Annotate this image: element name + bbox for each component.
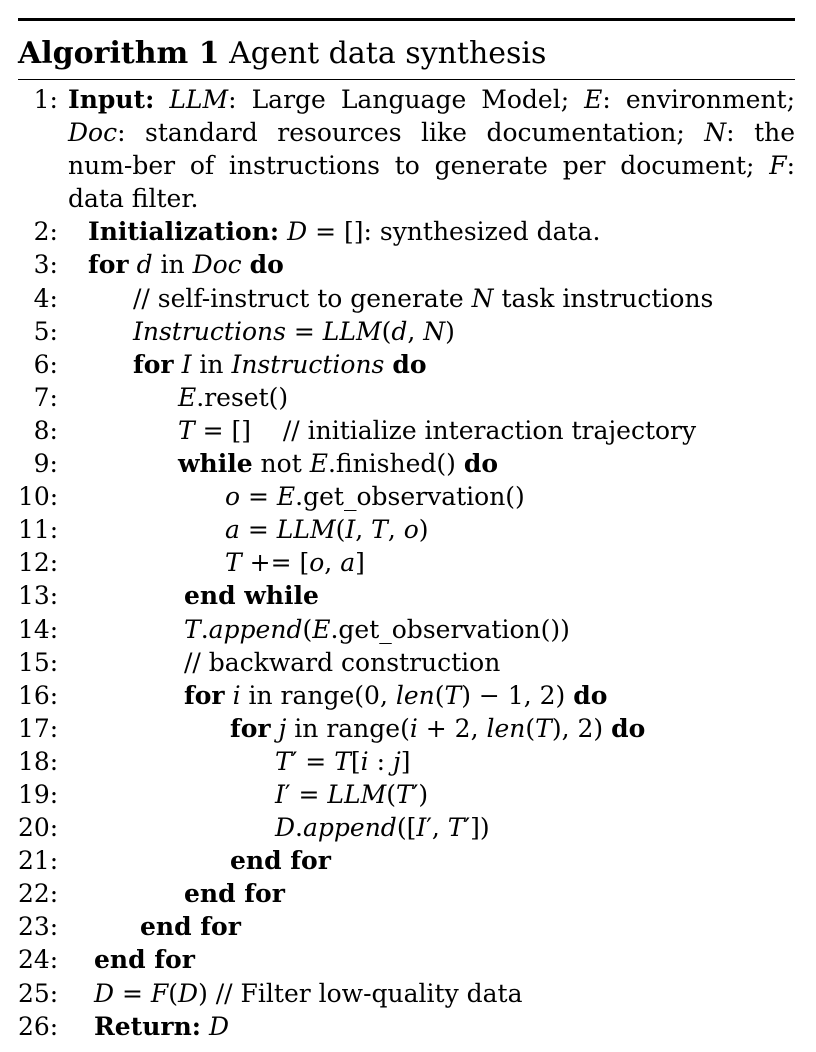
- algorithm-line: [18, 977, 795, 1010]
- line-number: 15:: [18, 647, 59, 677]
- line-code: end for: [94, 945, 195, 975]
- algorithm-line: [18, 248, 795, 281]
- algorithm-line: [18, 811, 795, 844]
- line-number: 26:: [18, 1011, 59, 1041]
- line-code: T = [] // initialize interaction trajectory: [178, 415, 697, 445]
- algorithm-line: [18, 646, 795, 679]
- line-code: a = LLM(I, T, o): [225, 515, 429, 545]
- line-code: Instructions = LLM(d, N): [133, 316, 455, 346]
- line-number: 7:: [33, 382, 58, 412]
- algorithm-line: [18, 480, 795, 513]
- algorithm-line: [18, 745, 795, 778]
- algorithm-line: [18, 215, 795, 248]
- line-number: 5:: [33, 316, 58, 346]
- algorithm-line: [18, 414, 795, 447]
- algorithm-line: [18, 381, 795, 414]
- line-code: Input: LLM: Large Language Model; E: environment; Doc: standard resources like documentation; N: the num-ber of instructions to generate per document; F: data filter.: [68, 85, 796, 214]
- line-code: end for: [230, 846, 331, 876]
- algorithm-line: [18, 910, 795, 943]
- line-number: 1:: [33, 85, 58, 114]
- line-number: 19:: [18, 779, 59, 809]
- algorithm-line: [18, 348, 795, 381]
- algorithm-line: [18, 613, 795, 646]
- line-code: T′ = T[i : j]: [275, 746, 411, 776]
- top-rule: [18, 18, 795, 21]
- algorithm-block: [18, 18, 795, 1043]
- line-number: 23:: [18, 912, 59, 942]
- line-number: 18:: [18, 746, 59, 776]
- line-number: 14:: [18, 614, 59, 644]
- line-number: 8:: [33, 415, 58, 445]
- line-number: 2:: [33, 217, 58, 247]
- line-number: 20:: [18, 813, 59, 843]
- line-code: // self-instruct to generate N task instructions: [133, 283, 714, 313]
- caption-rule: [18, 79, 795, 80]
- line-code: D.append([I′, T′]): [275, 813, 490, 843]
- line-number: 6:: [33, 349, 58, 379]
- algorithm-line: [18, 943, 795, 976]
- algorithm-line: [18, 447, 795, 480]
- algorithm-line: [18, 712, 795, 745]
- line-number: 4:: [33, 283, 58, 313]
- line-code: Initialization: D = []: synthesized data.: [88, 217, 601, 247]
- line-code: D = F(D) // Filter low-quality data: [94, 978, 523, 1008]
- algorithm-line: [18, 513, 795, 546]
- algorithm-label: Algorithm 1: [18, 36, 220, 71]
- line-code: for j in range(i + 2, len(T), 2) do: [230, 713, 646, 743]
- line-number: 9:: [33, 449, 58, 479]
- algorithm-line: [18, 579, 795, 612]
- line-code: T += [o, a]: [225, 548, 365, 578]
- line-code: // backward construction: [184, 647, 501, 677]
- algorithm-line: [18, 315, 795, 348]
- line-number: 21:: [18, 846, 59, 876]
- algorithm-line: [18, 844, 795, 877]
- line-code: while not E.finished() do: [178, 449, 499, 479]
- line-code: T.append(E.get_observation()): [184, 614, 570, 644]
- algorithm-line: [18, 282, 795, 315]
- line-number: 25:: [18, 978, 59, 1008]
- line-number: 11:: [18, 515, 59, 545]
- line-code: end while: [184, 581, 319, 611]
- algorithm-line: [18, 877, 795, 910]
- algorithm-title: Agent data synthesis: [229, 36, 547, 71]
- line-number: 10:: [18, 482, 59, 512]
- line-number: 17:: [18, 713, 59, 743]
- line-code: I′ = LLM(T′): [275, 779, 429, 809]
- line-code: Return: D: [94, 1011, 229, 1041]
- line-number: 22:: [18, 879, 59, 909]
- line-code: for i in range(0, len(T) − 1, 2) do: [184, 680, 608, 710]
- line-number: 24:: [18, 945, 59, 975]
- line-code: o = E.get_observation(): [225, 482, 525, 512]
- algorithm-line: [18, 778, 795, 811]
- line-number: 12:: [18, 548, 59, 578]
- algorithm-lines: [18, 83, 795, 1043]
- line-code: end for: [184, 879, 285, 909]
- line-number: 3:: [33, 250, 58, 280]
- algorithm-line: [18, 679, 795, 712]
- line-code: end for: [140, 912, 241, 942]
- algorithm-line: [18, 546, 795, 579]
- line-code: for d in Doc do: [88, 250, 284, 280]
- line-number: 16:: [18, 680, 59, 710]
- algorithm-line: [18, 83, 795, 215]
- line-code: for I in Instructions do: [133, 349, 427, 379]
- algorithm-line: [18, 1010, 795, 1043]
- algorithm-caption: [18, 36, 795, 72]
- line-number: 13:: [18, 581, 59, 611]
- line-code: E.reset(): [178, 382, 289, 412]
